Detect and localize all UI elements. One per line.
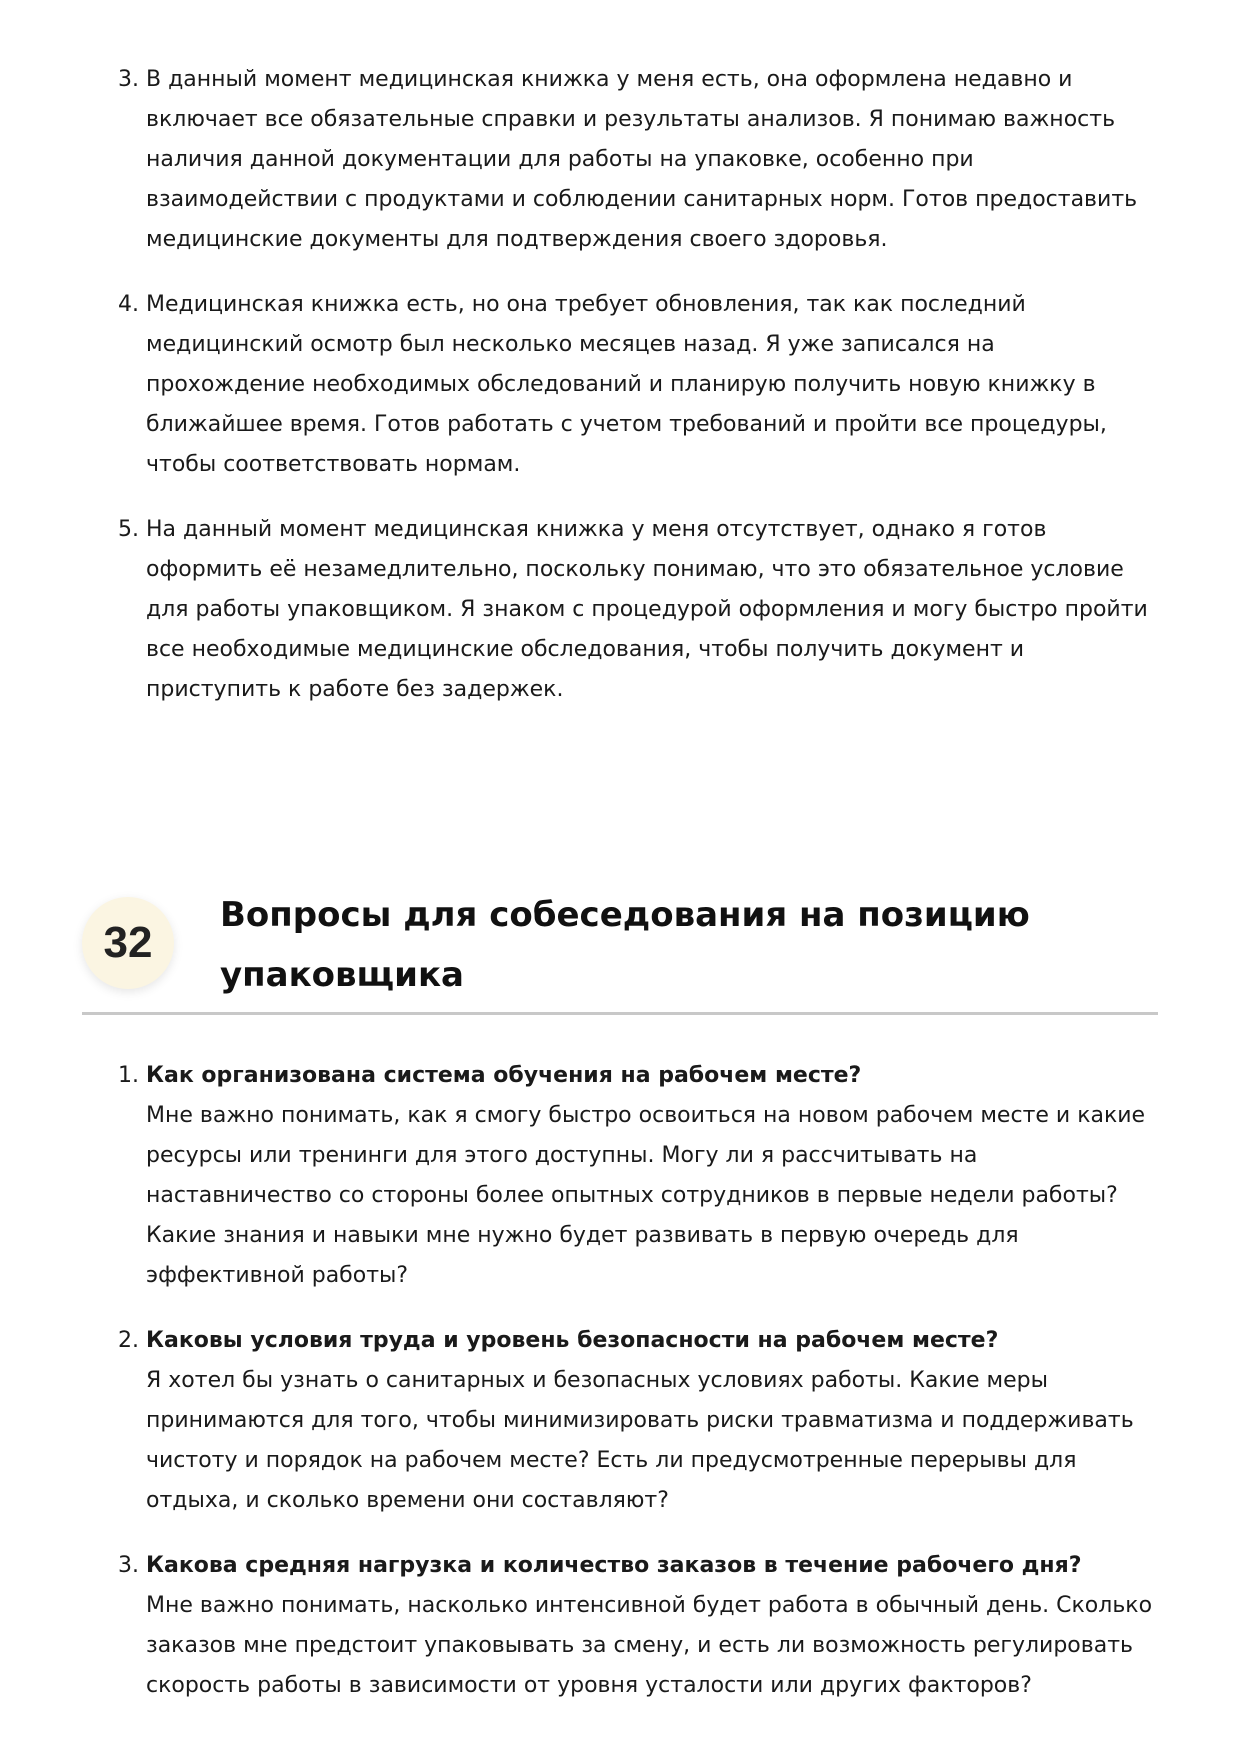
list-item-text: Медицинская книжка есть, но она требует обновления, так как последний медицинский осмотр был несколько месяцев назад. Я уже записался на прохождение необходимых обследований и планирую получить новую книжку в ближайшее время. Готов работать с учетом требований и пройти все процедуры, чтобы соответствовать нормам. [146,292,1107,477]
list-item [118,1546,1158,1706]
question-text: Мне важно понимать, насколько интенсивной будет работа в обычный день. Сколько заказов мне предстоит упаковывать за смену, и есть ли возможность регулировать скорость работы в зависимости от уровня усталости или других факторов? [146,1593,1153,1698]
answers-list [118,60,1158,735]
section-title: Вопросы для собеседования на позицию упаковщика [220,895,1030,995]
list-item [118,1056,1158,1296]
list-item [118,510,1158,710]
section-header [82,885,1158,1017]
list-item-text: На данный момент медицинская книжка у меня отсутствует, однако я готов оформить её незамедлительно, поскольку понимаю, что это обязательное условие для работы упаковщиком. Я знаком с процедурой оформления и могу быстро пройти все необходимые медицинские обследования, чтобы получить документ и приступить к работе без задержек. [146,517,1148,702]
list-item-number: 1. [118,1063,139,1088]
list-item-text: В данный момент медицинская книжка у меня есть, она оформлена недавно и включает все обязательные справки и результаты анализов. Я понимаю важность наличия данной документации для работы на упаковке, особенно при взаимодействии с продуктами и соблюдении санитарных норм. Готов предоставить медицинские документы для подтверждения своего здоровья. [146,67,1138,252]
question-text: Я хотел бы узнать о санитарных и безопасных условиях работы. Какие меры принимаются для того, чтобы минимизировать риски травматизма и поддерживать чистоту и порядок на рабочем месте? Есть ли предусмотренные перерывы для отдыха, и сколько времени они составляют? [146,1368,1134,1513]
list-item [118,60,1158,260]
questions-list [118,1056,1158,1731]
section-divider [82,1012,1158,1015]
list-item-number: 3. [118,67,139,92]
question-title: Каковы условия труда и уровень безопасности на рабочем месте? [146,1328,999,1353]
list-item [118,1321,1158,1521]
section-number-badge: 32 [82,897,174,989]
list-item-number: 4. [118,292,139,317]
question-title: Какова средняя нагрузка и количество заказов в течение рабочего дня? [146,1553,1082,1578]
question-text: Мне важно понимать, как я смогу быстро освоиться на новом рабочем месте и какие ресурсы или тренинги для этого доступны. Могу ли я рассчитывать на наставничество со стороны более опытных сотрудников в первые недели работы? Какие знания и навыки мне нужно будет развивать в первую очередь для эффективной работы? [146,1103,1146,1288]
question-title: Как организована система обучения на рабочем месте? [146,1063,862,1088]
list-item-number: 5. [118,517,139,542]
list-item-number: 3. [118,1553,139,1578]
list-item [118,285,1158,485]
list-item-number: 2. [118,1328,139,1353]
